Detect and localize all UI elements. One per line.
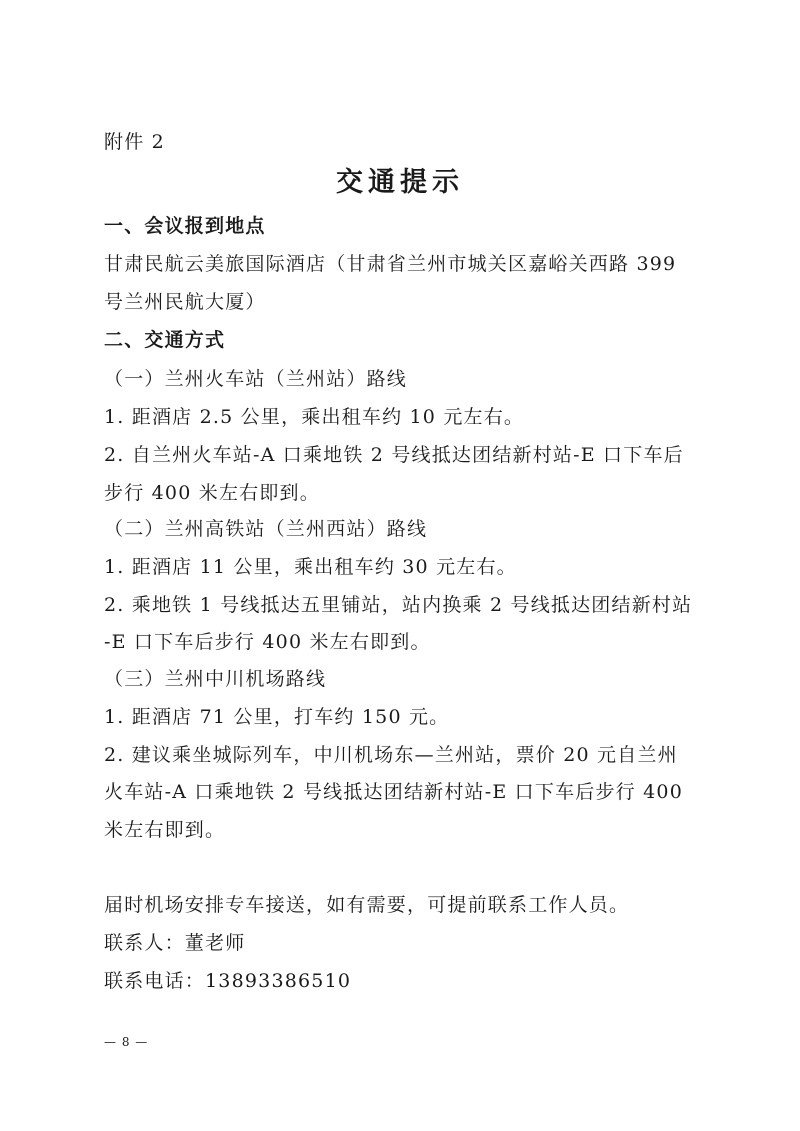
route-line: 米左右即到。	[104, 819, 226, 841]
route-line: 2. 乘地铁 1 号线抵达五里铺站，站内换乘 2 号线抵达团结新村站	[104, 594, 693, 616]
route-heading-high-speed-rail: （二）兰州高铁站（兰州西站）路线	[104, 518, 428, 540]
route-heading-railway-station: （一）兰州火车站（兰州站）路线	[104, 368, 408, 390]
venue-address-line: 甘肃民航云美旅国际酒店（甘肃省兰州市城关区嘉峪关西路 399	[104, 253, 677, 275]
route-line: 步行 400 米左右即到。	[104, 482, 320, 504]
page-title: 交通提示	[336, 167, 464, 198]
attachment-label: 附件 2	[104, 131, 165, 153]
section-heading-transport: 二、交通方式	[104, 329, 226, 351]
route-line: 1. 距酒店 71 公里，打车约 150 元。	[104, 706, 450, 728]
route-heading-airport: （三）兰州中川机场路线	[104, 668, 327, 690]
pickup-notice: 届时机场安排专车接送，如有需要，可提前联系工作人员。	[104, 894, 630, 916]
contact-person: 联系人：董老师	[104, 932, 246, 954]
route-line: -E 口下车后步行 400 米左右即到。	[104, 631, 431, 653]
page-number: — 8 —	[104, 1035, 149, 1049]
route-line: 1. 距酒店 2.5 公里，乘出租车约 10 元左右。	[104, 406, 525, 428]
route-line: 火车站-A 口乘地铁 2 号线抵达团结新村站-E 口下车后步行 400	[104, 781, 683, 803]
route-line: 1. 距酒店 11 公里，乘出租车约 30 元左右。	[104, 556, 517, 578]
venue-address-line: 号兰州民航大厦）	[104, 291, 266, 313]
section-heading-venue: 一、会议报到地点	[104, 215, 266, 237]
route-line: 2. 建议乘坐城际列车，中川机场东—兰州站，票价 20 元自兰州	[104, 744, 678, 766]
route-line: 2. 自兰州火车站-A 口乘地铁 2 号线抵达团结新村站-E 口下车后	[104, 444, 684, 466]
contact-phone: 联系电话：13893386510	[104, 970, 352, 992]
